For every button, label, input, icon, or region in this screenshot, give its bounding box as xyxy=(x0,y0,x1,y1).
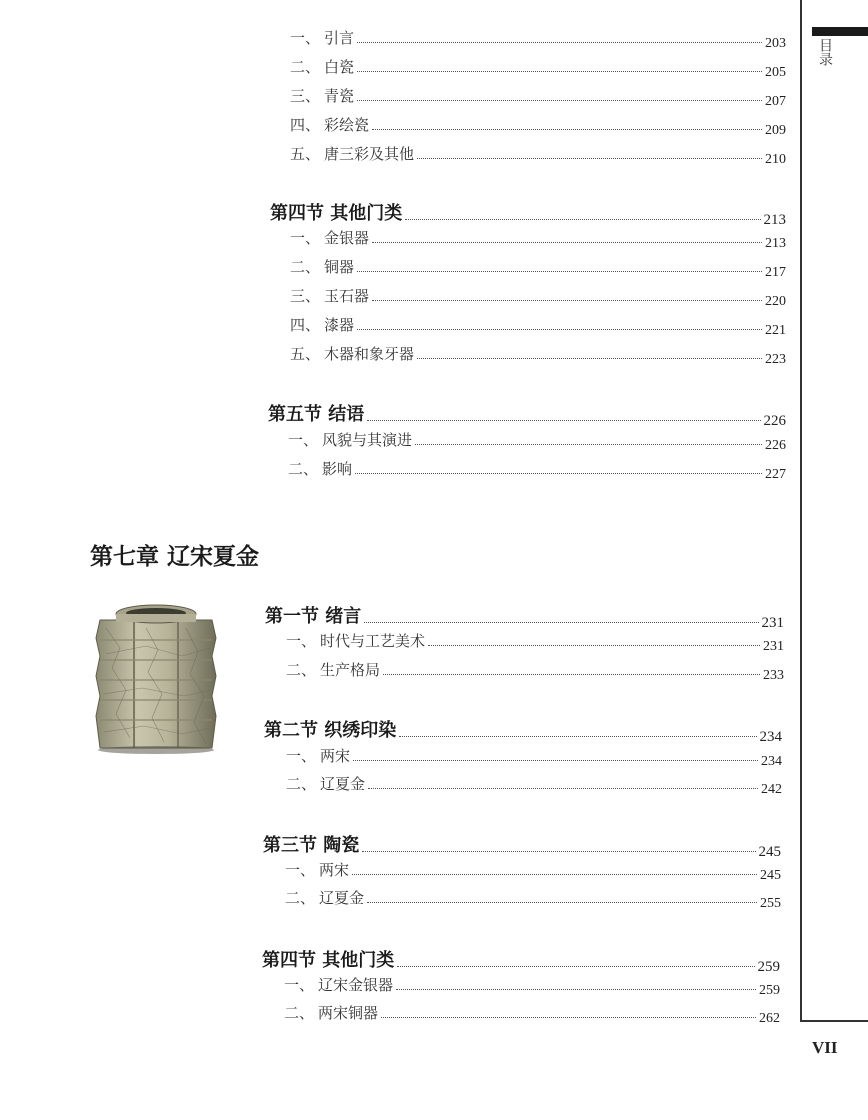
section-title: 第二节 织绣印染 xyxy=(264,720,397,741)
item-title: 铜器 xyxy=(324,258,355,276)
item-title: 生产格局 xyxy=(320,661,381,679)
section-title: 第五节 结语 xyxy=(268,404,365,425)
dot-leader xyxy=(372,129,762,130)
section-title: 第四节 其他门类 xyxy=(262,950,395,971)
toc-section[interactable] xyxy=(263,831,781,857)
item-index: 二、 xyxy=(290,58,321,76)
section-page: 245 xyxy=(758,844,781,857)
dot-leader xyxy=(357,329,762,330)
toc-item[interactable] xyxy=(290,56,786,77)
item-title: 两宋 xyxy=(320,747,351,765)
toc-section[interactable] xyxy=(264,716,782,742)
cong-vase-image xyxy=(86,598,226,758)
dot-leader xyxy=(353,760,758,761)
toc-item[interactable] xyxy=(285,859,781,880)
side-tab-bar xyxy=(812,27,868,36)
item-title: 影响 xyxy=(322,460,353,478)
toc-item[interactable] xyxy=(290,27,786,48)
toc-item[interactable] xyxy=(286,773,782,794)
item-index: 一、 xyxy=(290,29,321,47)
item-title: 时代与工艺美术 xyxy=(320,632,426,650)
toc-item[interactable] xyxy=(290,114,786,135)
toc-section[interactable] xyxy=(262,946,780,972)
side-tab-label: 目录 xyxy=(817,38,833,66)
page-number: VII xyxy=(812,1038,838,1057)
item-title: 彩绘瓷 xyxy=(324,116,370,134)
item-index: 五、 xyxy=(290,345,321,363)
item-page: 259 xyxy=(759,983,780,995)
toc-item[interactable] xyxy=(288,458,786,479)
dot-leader xyxy=(368,788,758,789)
item-page: 217 xyxy=(765,265,786,277)
dot-leader xyxy=(367,902,757,903)
item-title: 辽夏金 xyxy=(320,775,366,793)
chapter-title: 第七章 辽宋夏金 xyxy=(90,544,260,570)
item-index: 三、 xyxy=(290,87,321,105)
dot-leader xyxy=(396,989,756,990)
item-index: 一、 xyxy=(290,229,321,247)
item-index: 二、 xyxy=(288,460,319,478)
dot-leader xyxy=(355,473,762,474)
dot-leader xyxy=(383,674,760,675)
item-page: 213 xyxy=(765,236,786,248)
item-page: 226 xyxy=(765,438,786,450)
item-index: 一、 xyxy=(284,976,315,994)
item-page: 255 xyxy=(760,896,781,908)
toc-item[interactable] xyxy=(288,429,786,450)
item-title: 两宋 xyxy=(319,861,350,879)
toc-item[interactable] xyxy=(285,887,781,908)
item-index: 二、 xyxy=(285,889,316,907)
dot-leader xyxy=(357,100,762,101)
item-index: 三、 xyxy=(290,287,321,305)
toc-section[interactable] xyxy=(270,199,786,225)
dot-leader xyxy=(417,358,762,359)
item-title: 辽夏金 xyxy=(319,889,365,907)
dot-leader xyxy=(397,966,754,967)
item-title: 唐三彩及其他 xyxy=(324,145,415,163)
margin-rule xyxy=(800,0,802,1020)
item-page: 234 xyxy=(761,754,782,766)
footer-rule xyxy=(800,1020,868,1022)
item-index: 一、 xyxy=(288,431,319,449)
toc-item[interactable] xyxy=(290,227,786,248)
toc-item[interactable] xyxy=(286,630,784,651)
section-page: 259 xyxy=(757,959,780,972)
item-title: 漆器 xyxy=(324,316,355,334)
item-index: 一、 xyxy=(286,747,317,765)
item-page: 227 xyxy=(765,467,786,479)
item-index: 四、 xyxy=(290,316,321,334)
item-page: 210 xyxy=(765,152,786,164)
section-page: 226 xyxy=(763,413,786,426)
item-index: 四、 xyxy=(290,116,321,134)
item-page: 205 xyxy=(765,65,786,77)
dot-leader xyxy=(405,219,760,220)
item-index: 五、 xyxy=(290,145,321,163)
item-index: 一、 xyxy=(286,632,317,650)
dot-leader xyxy=(399,736,756,737)
item-page: 233 xyxy=(763,668,784,680)
item-page: 231 xyxy=(763,639,784,651)
dot-leader xyxy=(362,851,755,852)
toc-item[interactable] xyxy=(284,974,780,995)
item-title: 玉石器 xyxy=(324,287,370,305)
item-index: 二、 xyxy=(284,1004,315,1022)
dot-leader xyxy=(372,242,762,243)
item-page: 242 xyxy=(761,782,782,794)
toc-item[interactable] xyxy=(286,659,784,680)
toc-item[interactable] xyxy=(286,745,782,766)
toc-item[interactable] xyxy=(290,143,786,164)
section-page: 213 xyxy=(763,212,786,225)
item-page: 203 xyxy=(765,36,786,48)
dot-leader xyxy=(357,71,762,72)
item-title: 白瓷 xyxy=(324,58,355,76)
item-page: 262 xyxy=(759,1011,780,1023)
toc-item[interactable] xyxy=(290,314,786,335)
toc-item[interactable] xyxy=(290,85,786,106)
dot-leader xyxy=(367,420,760,421)
section-title: 第三节 陶瓷 xyxy=(263,835,360,856)
item-title: 风貌与其演进 xyxy=(322,431,413,449)
item-title: 青瓷 xyxy=(324,87,355,105)
item-index: 一、 xyxy=(285,861,316,879)
toc-section[interactable] xyxy=(268,400,786,426)
item-title: 两宋铜器 xyxy=(318,1004,379,1022)
item-index: 二、 xyxy=(290,258,321,276)
section-title: 第四节 其他门类 xyxy=(270,203,403,224)
dot-leader xyxy=(364,622,758,623)
item-index: 二、 xyxy=(286,661,317,679)
toc-section[interactable] xyxy=(265,602,784,628)
dot-leader xyxy=(381,1017,756,1018)
dot-leader xyxy=(417,158,762,159)
item-page: 209 xyxy=(765,123,786,135)
item-title: 木器和象牙器 xyxy=(324,345,415,363)
item-page: 220 xyxy=(765,294,786,306)
toc-item[interactable] xyxy=(290,256,786,277)
item-page: 245 xyxy=(760,868,781,880)
item-title: 辽宋金银器 xyxy=(318,976,394,994)
section-page: 234 xyxy=(759,729,782,742)
item-page: 223 xyxy=(765,352,786,364)
item-page: 221 xyxy=(765,323,786,335)
section-page: 231 xyxy=(761,615,784,628)
toc-item[interactable] xyxy=(284,1002,780,1023)
dot-leader xyxy=(428,645,760,646)
toc-item[interactable] xyxy=(290,343,786,364)
toc-item[interactable] xyxy=(290,285,786,306)
item-page: 207 xyxy=(765,94,786,106)
dot-leader xyxy=(357,271,762,272)
dot-leader xyxy=(352,874,757,875)
item-index: 二、 xyxy=(286,775,317,793)
dot-leader xyxy=(372,300,762,301)
item-title: 引言 xyxy=(324,29,355,47)
dot-leader xyxy=(415,444,762,445)
item-title: 金银器 xyxy=(324,229,370,247)
dot-leader xyxy=(357,42,762,43)
section-title: 第一节 绪言 xyxy=(265,606,362,627)
